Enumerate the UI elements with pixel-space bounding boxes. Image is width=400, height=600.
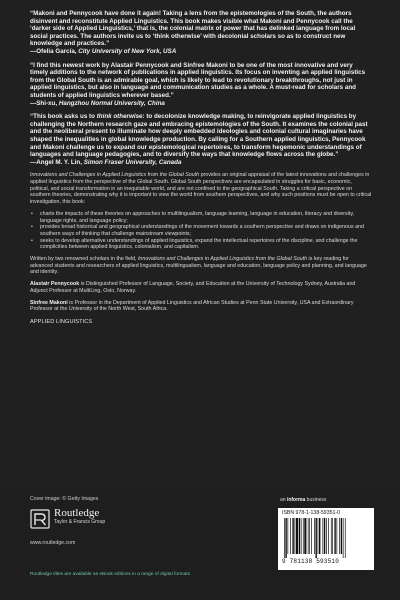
informa-tagline: an informa business: [280, 497, 327, 503]
quote-1-attribution: —Ofelia García, City University of New York, USA: [30, 47, 177, 55]
barcode-bar: [331, 518, 332, 554]
quote-2-attribution: —Shi-xu, Hangzhou Normal University, China: [30, 99, 165, 107]
barcode-bar: [303, 518, 304, 554]
barcode-bar: [337, 518, 338, 554]
barcode-bar: [345, 518, 346, 558]
quote-2-text: “I find this newest work by Alastair Pennycook and Sinfree Makoni to be one of the most innovative and very timely additions to the network of publications in applied linguistics. Its focus on inventing an applied linguistics from the Global South is an admirable goal, which is likely to lead to revolutionary breakthroughs, not just in applied linguistics, but also in language and communication studies as a whole. A must-read for scholars and students of applied linguistics wherever based.”: [30, 61, 366, 99]
description-paragraph: Innovations and Challenges in Applied Linguistics from the Global South provides an original appraisal of the latest innovations and challenges in applied linguistics from the perspective of the Global South. Global South perspectives are encapsulated in struggles for basic, economic, political, and social transformation in an inequitable world, and are not confined to the geographical South. Taking a critical perspective on southern theories, demonstrating why it is important to view the world from southern perspectives, and why such positions must be open to critical investigation, this book:: [30, 172, 372, 206]
barcode-bar: [292, 518, 293, 554]
list-item: • charts the impacts of these theories on approaches to multilingualism, language learning, language in education, literacy and diversity, language rights, and language policy;: [30, 211, 372, 224]
barcode: [282, 518, 368, 558]
barcode-panel: [278, 508, 374, 570]
barcode-bar: [332, 518, 333, 554]
barcode-bar: [314, 518, 315, 554]
author-bio-1: Alastair Pennycook is Distinguished Professor of Language, Society, and Education at the University of Technology Sydney, Australia and Adjunct Professor at MultiLing, Oslo, Norway.: [30, 281, 356, 294]
quote-1-text: “Makoni and Pennycook have done it again! Taking a lens from the epistemologies of the South, the authors disinvent and reconstitute Applied Linguistics. This book makes visible what Makoni and Pennycook call the ‘darker side of Applied Linguistics,’ that is, the colonial matrix of power that has delinked language from local social practices. The authors invite us to ‘think otherwise’ with decolonial scholars so as to construct new knowledge and practices.”: [30, 10, 356, 48]
barcode-bar: [343, 518, 344, 558]
publisher-group: Taylor & Francis Group: [54, 519, 106, 525]
barcode-bar: [309, 518, 310, 554]
barcode-bar: [299, 518, 300, 554]
barcode-bar: [328, 518, 329, 554]
barcode-bar: [323, 518, 324, 554]
list-item: • seeks to develop alternative understandings of applied linguistics, expand the intellectual repertoires of the discipline, and challenge the complicities between applied linguistics, colonialism, and capitalism.: [30, 238, 372, 251]
quote-3-attribution: —Angel M. Y. Lin, Simon Fraser University, Canada: [30, 158, 182, 166]
barcode-bar: [290, 518, 291, 554]
quote-3-text: “This book asks us to think otherwise: to decolonize knowledge making, to reinvigorate applied linguistics by challenging the Northern research gaze and embracing epistemologies of the South. It examines the colonial past and the neoliberal present to illuminate how deeply embedded ideologies and colonial cultural imaginaries have shaped the inequalities in global knowledge production. By calling for a Southern applied linguistics, Pennycook and Makoni challenge us to expand our epistemological repertoires, to transform hegemonic understandings of languages and language pedagogies, and to diversify the ways that knowledge flows across the globe.”: [30, 113, 368, 159]
barcode-bar: [308, 518, 309, 554]
barcode-bar: [304, 518, 306, 554]
ebook-note: Routledge titles are available as eBook editions in a range of digital formats: [30, 572, 190, 577]
isbn-label: ISBN 978-1-138-59351-0: [282, 510, 340, 516]
barcode-bar: [316, 518, 317, 558]
barcode-bar: [341, 518, 342, 554]
barcode-bar: [296, 518, 298, 554]
list-item: • provides broad historical and geographical understandings of the movement towards a southern perspective and draws on indigenous and southern ways of thinking that challenge mainstream viewpoints;: [30, 224, 372, 237]
publisher-name: Routledge: [54, 507, 100, 519]
barcode-bar: [318, 518, 319, 554]
barcode-bar: [285, 518, 286, 558]
subject-category: APPLIED LINGUISTICS: [30, 318, 93, 325]
review-quote-3: [30, 113, 372, 166]
audience-paragraph: Written by two renowned scholars in the field, Innovations and Challenges in Applied Linguistics from the Global South is key reading for advanced students and researchers of applied linguistics, multilingualism, language and education, language policy and planning, and language and identity.: [30, 256, 367, 276]
review-quote-2: [30, 62, 372, 108]
barcode-bar: [334, 518, 335, 554]
routledge-logo-icon: [30, 507, 50, 531]
cover-image-credit: Cover image: © Getty Images: [30, 496, 99, 502]
barcode-bar: [324, 518, 325, 554]
barcode-bar: [288, 518, 289, 554]
barcode-bar: [301, 518, 302, 554]
barcode-bar: [339, 518, 340, 554]
barcode-bar: [326, 518, 327, 554]
barcode-bar: [311, 518, 312, 554]
barcode-bar: [295, 518, 296, 554]
barcode-bar: [319, 518, 320, 554]
review-quote-1: [30, 10, 372, 56]
barcode-digits: 9 781138 593510: [282, 558, 340, 565]
barcode-bar: [284, 518, 285, 558]
author-bio-2: Sinfree Makoni is Professor in the Department of Applied Linguistics and African Studies at Penn State University, USA and Extraordinary Professor at the University of the North West, South Africa.: [30, 299, 354, 313]
publisher-url[interactable]: www.routledge.com: [30, 540, 76, 546]
description-bullets: [30, 211, 372, 251]
